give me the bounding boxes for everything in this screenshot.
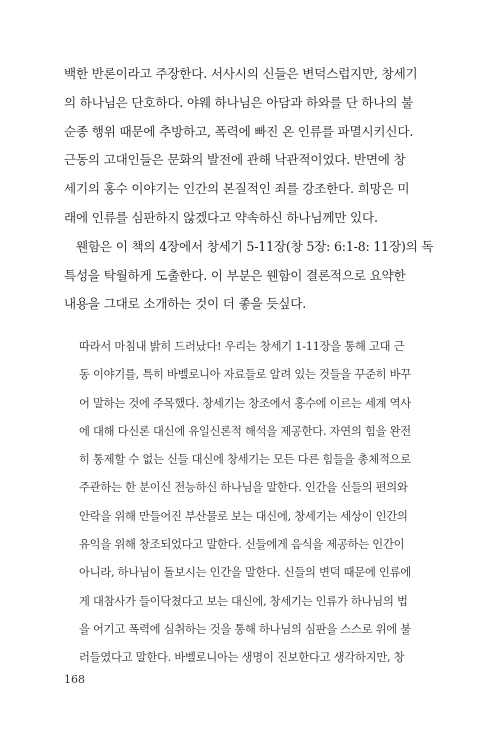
quote-line: 안락을 위해 만들어진 부산물로 보는 대신에, 창세기는 세상이 인간의 <box>79 509 408 523</box>
quote-line: 동 이야기를, 특히 바벨로니아 자료들로 알려 있는 것들을 꾸준히 바꾸 <box>79 368 411 382</box>
body-line: 순종 행위 때문에 추방하고, 폭력에 빠진 온 인류를 파멸시키신다. <box>64 123 414 139</box>
body-line: 세기의 홍수 이야기는 인간의 본질적인 죄를 강조한다. 희망은 미 <box>64 181 410 197</box>
quote-line: 어 말하는 것에 주목했다. 창세기는 창조에서 홍수에 이르는 세계 역사 <box>79 396 411 410</box>
page-number: 168 <box>64 673 85 686</box>
block-quote <box>79 333 421 673</box>
quote-line: 히 통제할 수 없는 신들 대신에 창세기는 모든 다른 힘들을 총체적으로 <box>79 453 411 467</box>
quote-line: 에 대해 다신론 대신에 유일신론적 해석을 제공한다. 자연의 힘을 완전 <box>79 424 411 438</box>
quote-line: 아니라, 하나님이 돌보시는 인간을 말한다. 신들의 변덕 때문에 인류에 <box>79 566 411 580</box>
body-line: 백한 반론이라고 주장한다. 서사시의 신들은 변덕스럽지만, 창세기 <box>64 66 418 81</box>
quote-line: 을 어기고 폭력에 심취하는 것을 통해 하나님의 심판을 스스로 위에 불 <box>79 622 411 636</box>
body-line: 웬함은 이 책의 4장에서 창세기 5-11장(창 5장: 6:1-8: 11장)의 독 <box>76 238 434 254</box>
body-line: 내용을 그대로 소개하는 것이 더 좋을 듯싶다. <box>64 296 307 312</box>
body-line: 의 하나님은 단호하다. 야웨 하나님은 아담과 하와를 단 하나의 불 <box>64 94 414 110</box>
body-paragraph <box>64 60 434 319</box>
quote-line: 게 대참사가 들이닥쳤다고 보는 대신에, 창세기는 인류가 하나님의 법 <box>79 594 408 608</box>
body-line: 근동의 고대인들은 문화의 발전에 관해 낙관적이었다. 반면에 창 <box>64 152 406 168</box>
quote-line: 유익을 위해 창조되었다고 말한다. 신들에게 음식을 제공하는 인간이 <box>79 538 405 552</box>
quote-line: 따라서 마침내 밝히 드러났다! 우리는 창세기 1-11장을 통해 고대 근 <box>79 340 405 353</box>
body-line: 래에 인류를 심판하지 않겠다고 약속하신 하나님께만 있다. <box>64 209 378 225</box>
quote-line: 주관하는 한 분이신 전능하신 하나님을 말한다. 인간을 신들의 편의와 <box>79 481 408 495</box>
quote-line: 러들였다고 말한다. 바벨로니아는 생명이 진보한다고 생각하지만, 창 <box>79 651 405 665</box>
body-line: 특성을 탁월하게 도출한다. 이 부분은 웬함이 결론적으로 요약한 <box>64 267 406 283</box>
